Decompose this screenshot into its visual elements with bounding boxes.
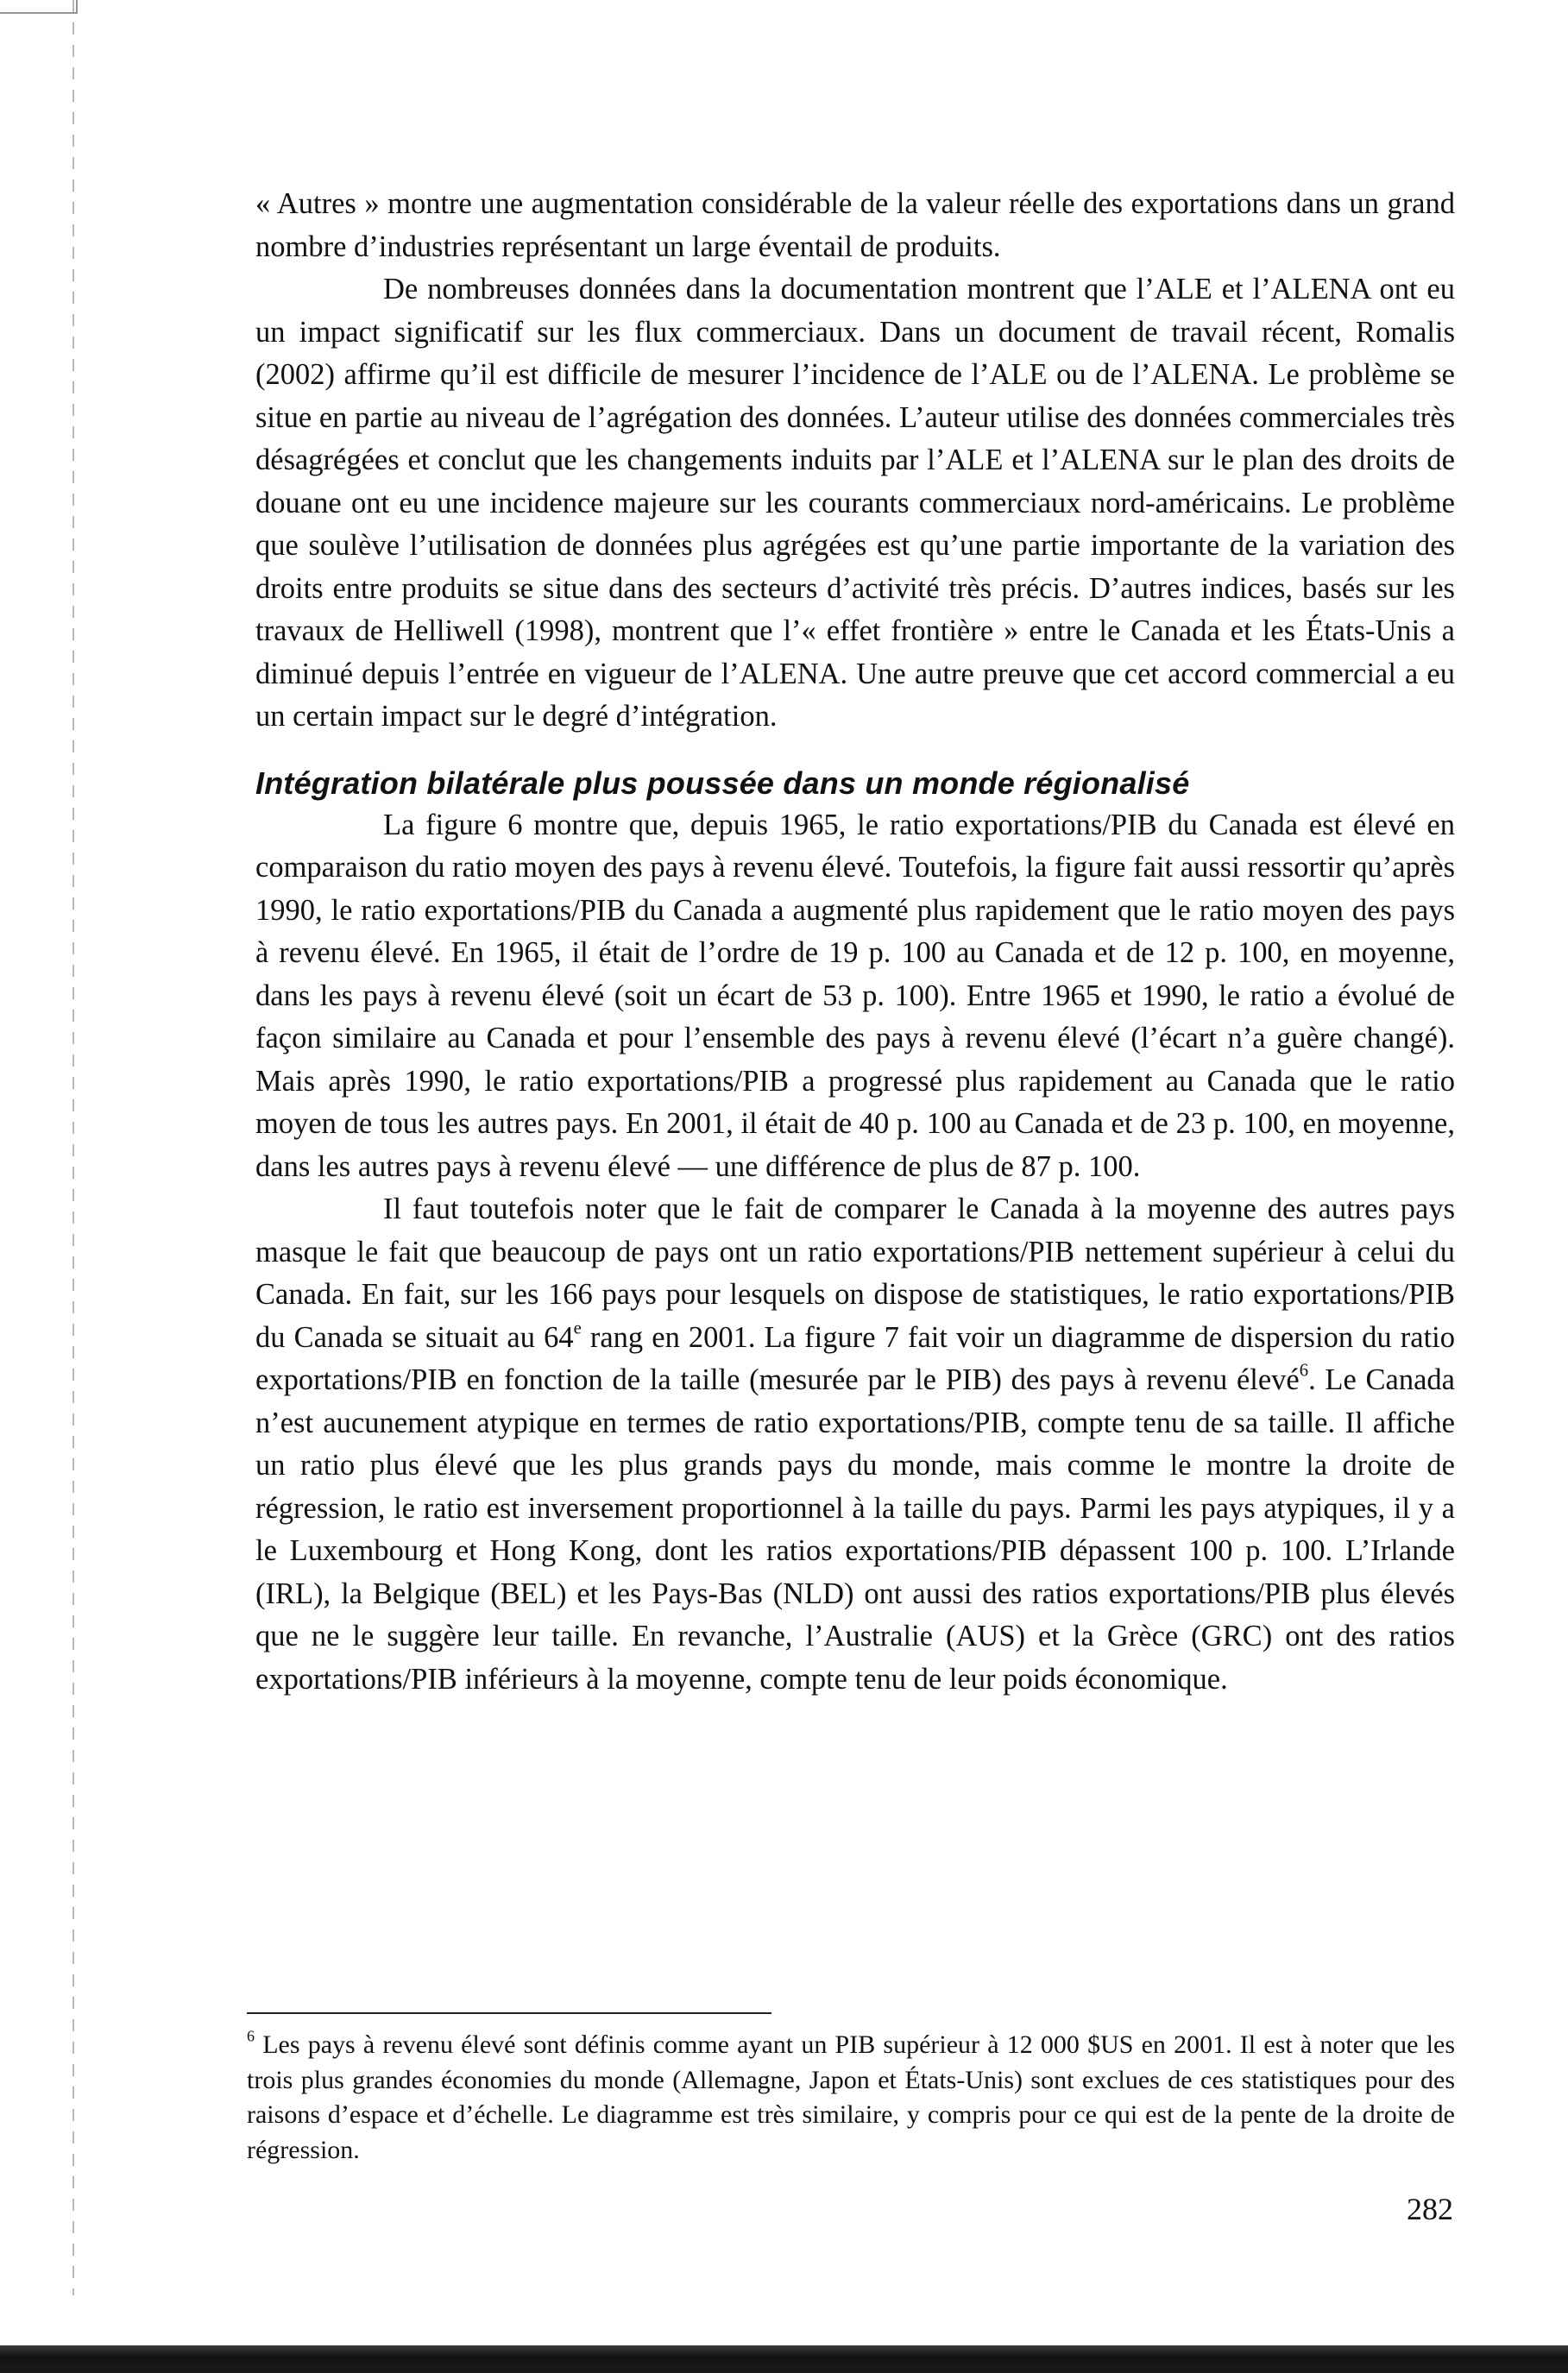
page-body [255, 183, 1455, 1701]
scan-bottom-edge [0, 2345, 1568, 2373]
footnote-divider [247, 2012, 771, 2014]
page-number: 282 [1407, 2192, 1453, 2226]
paragraph-ale-alena: De nombreuses données dans la documentation montrent que l’ALE et l’ALENA ont eu un impact significatif sur les flux commerciaux. Dans un document de travail récent, Romalis (2002) affirme qu’il est difficile de mesurer l’incidence de l’ALE ou de l’ALENA. Le problème se situe en partie au niveau de l’agrégation des données. L’auteur utilise des données commerciales très désagrégées et conclut que les changements induits par l’ALE et l’ALENA sur le plan des droits de douane ont eu une incidence majeure sur les courants commerciaux nord-américains. Le problème que soulève l’utilisation de données plus agrégées est qu’une partie importante de la variation des droits entre produits se situe dans des secteurs d’activité très précis. D’autres indices, basés sur les travaux de Helliwell (1998), montrent que l’« effet frontière » entre le Canada et les États-Unis a diminué depuis l’entrée en vigueur de l’ALENA. Une autre preuve que cet accord commercial a eu un certain impact sur le degré d’intégration. [255, 273, 1455, 733]
footnote-text: Les pays à revenu élevé sont définis comme ayant un PIB supérieur à 12 000 $US en 2001. Il est à noter que les trois plus grandes économies du monde (Allemagne, Japon et États-Unis) sont exclues de ces statistiques pour des raisons d’espace et d’échelle. Le diagramme est très similaire, y compris pour ce qui est de la pente de la droite de régression. [247, 2030, 1455, 2164]
ordinal-superscript: e [573, 1318, 582, 1338]
scan-left-edge [72, 0, 74, 2295]
paragraph-figure-7-part3: . Le Canada n’est aucunement atypique en termes de ratio exportations/PIB, compte tenu de sa taille. Il affiche un ratio plus élevé que les plus grands pays du monde, mais comme le montre la droite de régression, le ratio est inversement proportionnel à la taille du pays. Parmi les pays atypiques, il y a le Luxembourg et Hong Kong, dont les ratios exportations/PIB dépassent 100 p. 100. L’Irlande (IRL), la Belgique (BEL) et les Pays-Bas (NLD) ont aussi des ratios exportations/PIB plus élevés que ne le suggère leur taille. En revanche, l’Australie (AUS) et la Grèce (GRC) ont des ratios exportations/PIB inférieurs à la moyenne, compte tenu de leur poids économique. [255, 1363, 1455, 1696]
paragraph-figure-7-part2: rang en 2001. La figure 7 fait voir un diagramme de dispersion du ratio exportations/PIB en fonction de la taille (mesurée par le PIB) des pays à revenu élevé [255, 1320, 1455, 1396]
paragraph-continuation: « Autres » montre une augmentation considérable de la valeur réelle des exportations dans un grand nombre d’industries représentant un large éventail de produits. [255, 187, 1455, 263]
section-heading: Intégration bilatérale plus poussée dans un monde régionalisé [255, 765, 1190, 801]
paragraph-figure-7 [255, 1188, 1455, 1701]
paragraph-figure-6: La figure 6 montre que, depuis 1965, le ratio exportations/PIB du Canada est élevé en comparaison du ratio moyen des pays à revenu élevé. Toutefois, la figure fait aussi ressortir qu’après 1990, le ratio exportations/PIB du Canada a augmenté plus rapidement que le ratio moyen des pays à revenu élevé. En 1965, il était de l’ordre de 19 p. 100 au Canada et de 12 p. 100, en moyenne, dans les pays à revenu élevé (soit un écart de 53 p. 100). Entre 1965 et 1990, le ratio a évolué de façon similaire au Canada et pour l’ensemble des pays à revenu élevé (l’écart n’a guère changé). Mais après 1990, le ratio exportations/PIB a progressé plus rapidement au Canada que le ratio moyen de tous les autres pays. En 2001, il était de 40 p. 100 au Canada et de 23 p. 100, en moyenne, dans les autres pays à revenu élevé — une différence de plus de 87 p. 100. [255, 808, 1455, 1183]
footnote-reference[interactable]: 6 [1299, 1361, 1309, 1381]
footnote-marker: 6 [247, 2027, 255, 2045]
paragraph-figure-7-part1: Il faut toutefois noter que le fait de comparer le Canada à la moyenne des autres pays masque le fait que beaucoup de pays ont un ratio exportations/PIB nettement supérieur à celui du Canada. En fait, sur les 166 pays pour lesquels on dispose de statistiques, le ratio exportations/PIB du Canada se situait au 64 [255, 1193, 1455, 1354]
scan-corner-mark [0, 0, 78, 14]
footnote [247, 2028, 1455, 2168]
